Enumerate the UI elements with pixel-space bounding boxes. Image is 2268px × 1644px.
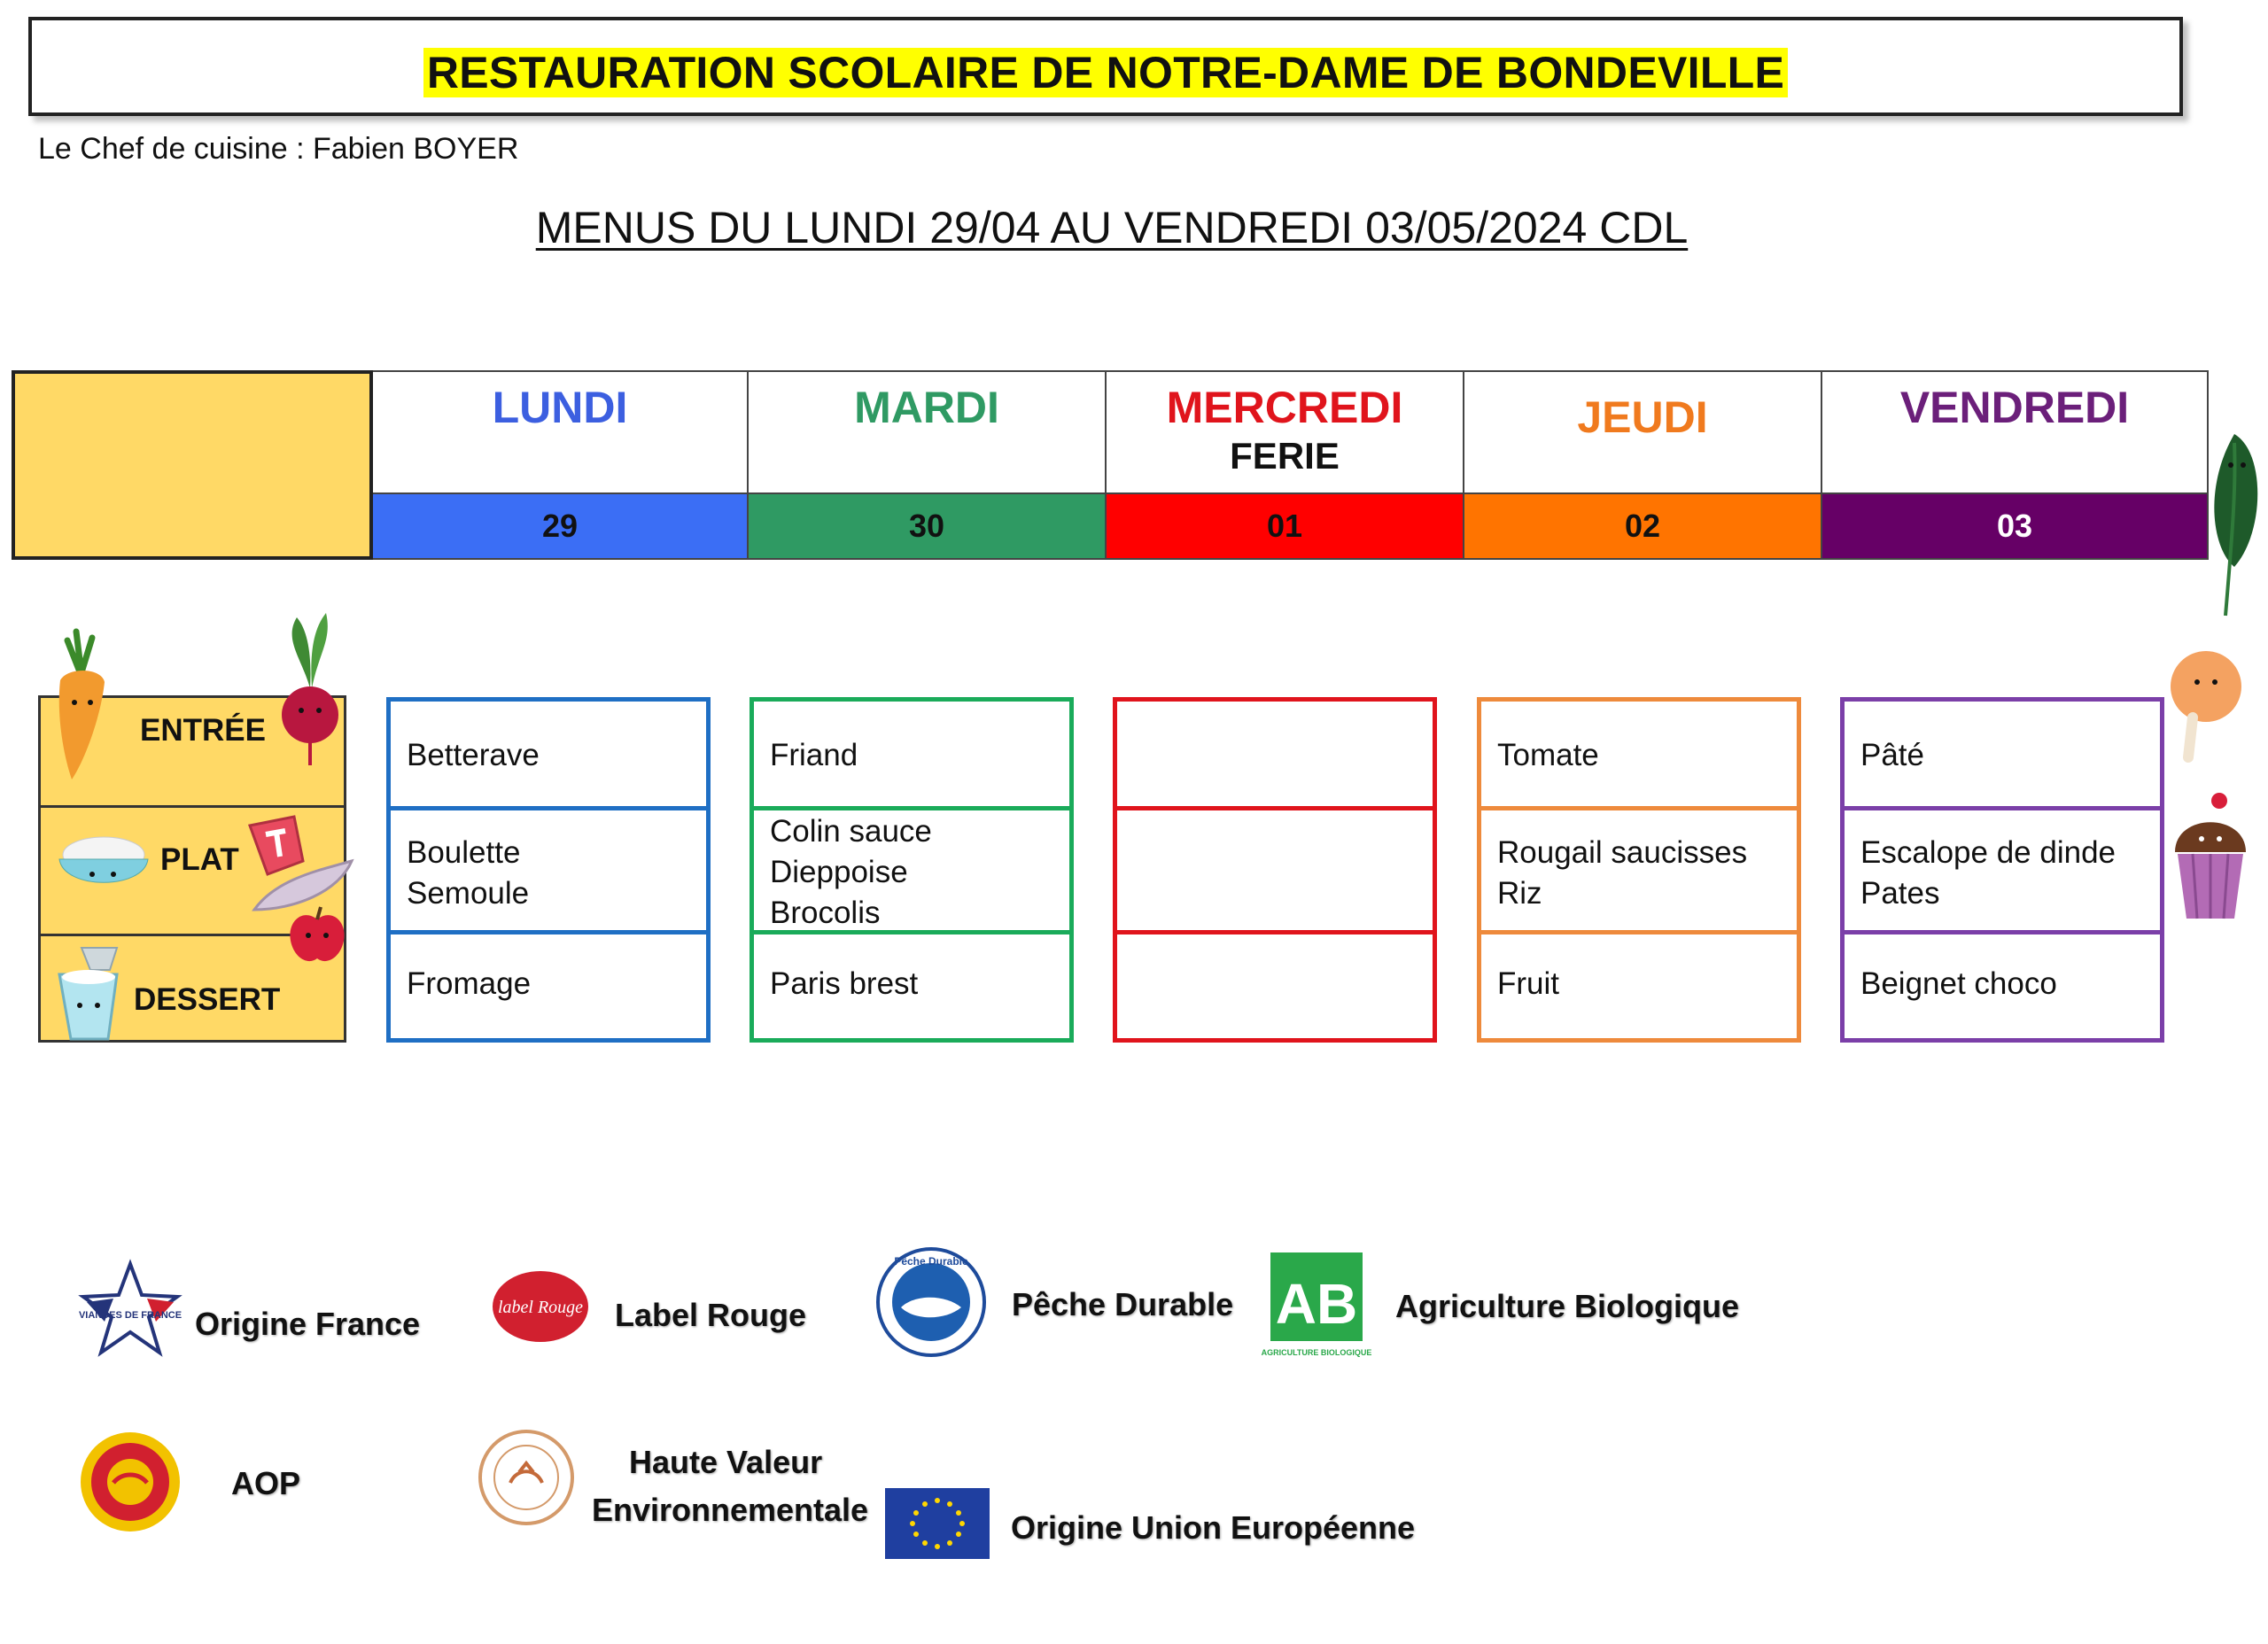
svg-text:Pêche Durable: Pêche Durable <box>894 1255 968 1268</box>
menu-dessert: Beignet choco <box>1860 966 2057 1001</box>
menu-entree: Pâté <box>1860 738 1924 772</box>
svg-text:label Rouge: label Rouge <box>497 1298 584 1317</box>
day-name: JEUDI <box>1577 392 1708 442</box>
haute-valeur-environnementale-logo-icon <box>477 1428 576 1527</box>
menu-box-friday <box>1840 697 2164 1043</box>
legend-label-rouge: Label Rouge <box>615 1297 807 1333</box>
course-label-dessert: DESSERT <box>134 982 281 1017</box>
day-name: MARDI <box>854 383 999 432</box>
peche-durable-logo-icon <box>874 1245 988 1359</box>
menu-plat: Rougail saucisses Riz <box>1497 835 1748 911</box>
menu-plat: Escalope de dinde Pates <box>1860 835 2116 911</box>
table-corner-cell <box>12 370 373 560</box>
legend-origine-ue: Origine Union Européenne <box>1011 1509 1416 1546</box>
day-name: MERCREDI <box>1166 383 1403 432</box>
svg-text:AB: AB <box>1275 1272 1358 1336</box>
page-title: RESTAURATION SCOLAIRE DE NOTRE-DAME DE BONDEVILLE <box>423 48 1788 97</box>
menu-dessert: Fromage <box>407 966 532 1001</box>
spinach-leaf-icon <box>2181 425 2266 620</box>
day-header-friday <box>1822 370 2209 494</box>
cupcake-icon <box>2171 790 2250 923</box>
day-name: VENDREDI <box>1899 383 2130 432</box>
date-cell-thursday: 02 <box>1464 492 1822 560</box>
menu-entree: Betterave <box>407 738 540 772</box>
legend-origine-france: Origine France <box>195 1306 421 1342</box>
menu-dessert: Fruit <box>1497 966 1559 1001</box>
title-banner <box>28 17 2183 116</box>
svg-text:VIANDES DE FRANCE: VIANDES DE FRANCE <box>78 1310 183 1321</box>
label-rouge-logo-icon <box>487 1267 594 1346</box>
legend-hve-line1: Haute Valeur <box>629 1444 823 1480</box>
menu-box-monday <box>386 697 711 1043</box>
menu-plat: Colin sauce Dieppoise Brocolis <box>770 814 932 930</box>
menu-entree: Friand <box>770 738 858 772</box>
beetroot-icon <box>275 604 346 768</box>
legend-hve-line2: Environnementale <box>592 1492 869 1528</box>
day-name: LUNDI <box>492 383 628 432</box>
menu-entree: Tomate <box>1497 738 1599 772</box>
menus-period-title: MENUS DU LUNDI 29/04 AU VENDREDI 03/05/2024 CDL <box>535 203 1689 252</box>
menu-plat: Boulette Semoule <box>407 835 530 911</box>
svg-text:AGRICULTURE BIOLOGIQUE: AGRICULTURE BIOLOGIQUE <box>1261 1348 1372 1357</box>
chef-line: Le Chef de cuisine : Fabien BOYER <box>38 132 519 166</box>
legend-peche-durable: Pêche Durable <box>1012 1286 1234 1322</box>
aop-logo-icon <box>78 1430 183 1534</box>
day-note: FERIE <box>1230 435 1340 477</box>
viandes-de-france-logo-icon <box>78 1260 183 1357</box>
menu-box-tuesday <box>750 697 1074 1043</box>
yogurt-icon <box>55 943 126 1043</box>
carrot-icon <box>50 627 112 782</box>
chicken-leg-icon <box>2162 647 2243 775</box>
legend-aop: AOP <box>231 1465 301 1501</box>
day-header-thursday <box>1464 370 1822 494</box>
course-label-entree: ENTRÉE <box>140 713 266 748</box>
date-cell-wednesday: 01 <box>1107 492 1464 560</box>
menu-dessert: Paris brest <box>770 966 919 1001</box>
agriculture-biologique-logo-icon <box>1261 1251 1372 1364</box>
day-header-tuesday <box>749 370 1107 494</box>
date-cell-friday: 03 <box>1822 492 2209 560</box>
menu-box-wednesday <box>1113 697 1437 1043</box>
eu-flag-icon <box>885 1488 990 1559</box>
menu-box-thursday <box>1477 697 1801 1043</box>
apple-icon <box>285 903 349 967</box>
day-header-monday <box>373 370 749 494</box>
date-cell-monday: 29 <box>373 492 749 560</box>
date-cell-tuesday: 30 <box>749 492 1107 560</box>
day-header-wednesday <box>1107 370 1464 494</box>
rice-bowl-icon <box>55 828 152 899</box>
legend-agriculture-biologique: Agriculture Biologique <box>1395 1288 1740 1324</box>
course-label-plat: PLAT <box>160 842 239 877</box>
